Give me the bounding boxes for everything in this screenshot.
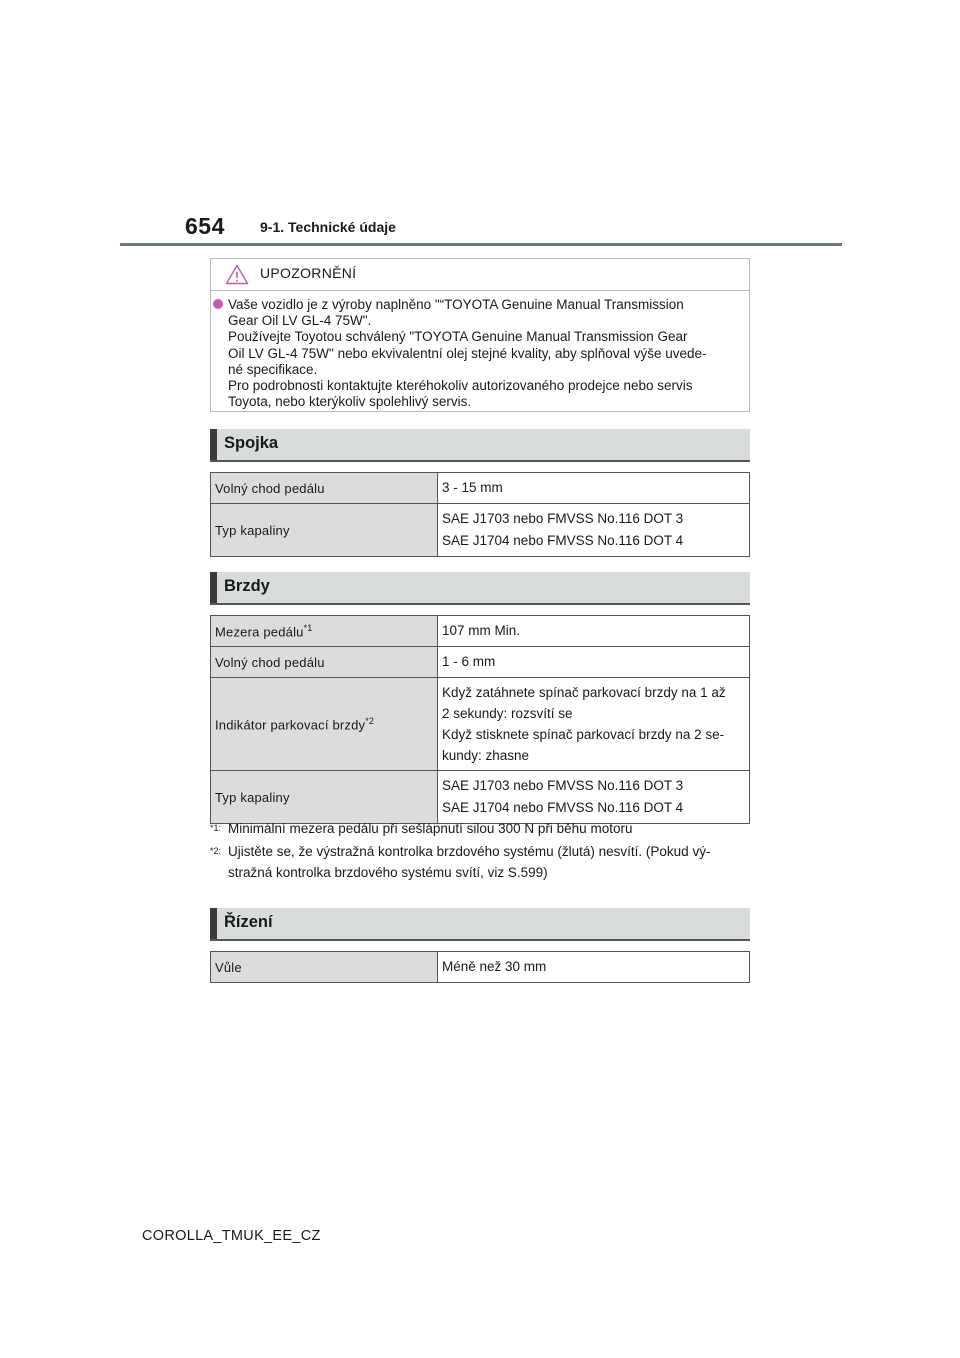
table-key: Volný chod pedálu (211, 473, 438, 504)
footnote-mark: *1: (210, 823, 222, 833)
footnote (210, 818, 750, 839)
table-row (211, 678, 750, 771)
warning-line: Vaše vozidlo je z výroby naplněno "“TOYOTA Genuine Manual Transmission (228, 297, 684, 312)
value-line: 1 - 6 mm (442, 654, 496, 669)
header-divider (120, 243, 842, 246)
heading-bar (210, 908, 217, 939)
warning-title: UPOZORNĚNÍ (260, 265, 357, 281)
footnote-text: Ujistěte se, že výstražná kontrolka brzdového systému (žlutá) nesvítí. (Pokud vý- (228, 844, 711, 859)
table-key (211, 616, 438, 647)
heading-bar (210, 572, 217, 603)
value-line: 107 mm Min. (442, 623, 521, 638)
section-heading-rizeni (210, 908, 750, 941)
warning-body (211, 291, 749, 410)
page-header (0, 0, 960, 250)
table-key: Typ kapaliny (211, 504, 438, 557)
value-line: SAE J1703 nebo FMVSS No.116 DOT 3 (442, 778, 684, 793)
page-number: 654 (185, 213, 225, 239)
table-row (211, 771, 750, 824)
table-row (211, 616, 750, 647)
section-title: 9-1. Technické údaje (260, 219, 396, 235)
footnote-ref: *1 (303, 622, 313, 633)
value-line: kundy: zhasne (442, 748, 530, 763)
value-line: SAE J1704 nebo FMVSS No.116 DOT 4 (442, 800, 684, 815)
footnotes (210, 818, 750, 883)
value-line: Když stisknete spínač parkovací brzdy na 2 se- (442, 727, 725, 742)
value-line: SAE J1703 nebo FMVSS No.116 DOT 3 (442, 511, 684, 526)
table-value (438, 647, 750, 678)
table-key: Vůle (211, 952, 438, 983)
table-value (438, 952, 750, 983)
warning-line: Používejte Toyotou schválený "TOYOTA Genuine Manual Transmission Gear (228, 329, 688, 345)
table-value (438, 771, 750, 824)
section-heading-brzdy (210, 572, 750, 605)
table-value (438, 616, 750, 647)
section-heading-spojka (210, 429, 750, 462)
table-value (438, 473, 750, 504)
warning-box (210, 258, 750, 412)
bullet-icon (213, 299, 223, 309)
key-label: Indikátor parkovací brzdy (215, 717, 366, 733)
footnote-text: Minimální mezera pedálu při sešlápnutí silou 300 N při běhu motoru (228, 821, 633, 836)
table-value (438, 504, 750, 557)
value-line: Méně než 30 mm (442, 959, 547, 974)
footnote-ref: *2 (365, 715, 375, 726)
table-key: Typ kapaliny (211, 771, 438, 824)
spec-table-rizeni (210, 951, 750, 983)
section-heading-text: Spojka (224, 434, 279, 452)
footnote-text: stražná kontrolka brzdového systému svítí, viz S.599) (228, 865, 548, 880)
footnote-mark: *2: (210, 846, 222, 856)
section-heading-text: Brzdy (224, 577, 270, 595)
warning-line: Gear Oil LV GL-4 75W". (228, 313, 372, 329)
spec-table-spojka (210, 472, 750, 557)
heading-bar (210, 429, 217, 460)
value-line: 3 - 15 mm (442, 480, 503, 495)
warning-header (211, 259, 749, 291)
table-row (211, 952, 750, 983)
warning-triangle-icon (225, 264, 249, 285)
table-key (211, 678, 438, 771)
section-heading-text: Řízení (224, 913, 273, 931)
value-line: Když zatáhnete spínač parkovací brzdy na 1 až (442, 685, 726, 700)
warning-line: Toyota, nebo kterýkoliv spolehlivý servis. (228, 394, 472, 410)
document-code: COROLLA_TMUK_EE_CZ (142, 1228, 321, 1244)
table-row (211, 647, 750, 678)
value-line: 2 sekundy: rozsvítí se (442, 706, 573, 721)
warning-line: né specifikace. (228, 361, 318, 377)
spec-table-brzdy (210, 615, 750, 824)
warning-line: Pro podrobnosti kontaktujte kteréhokoliv autorizovaného prodejce nebo servis (228, 378, 693, 394)
table-value (438, 678, 750, 771)
table-key: Volný chod pedálu (211, 647, 438, 678)
warning-line: Oil LV GL-4 75W" nebo ekvivalentní olej stejné kvality, aby splňoval výše uvede- (228, 345, 707, 361)
value-line: SAE J1704 nebo FMVSS No.116 DOT 4 (442, 533, 684, 548)
key-label: Mezera pedálu (215, 624, 304, 640)
footnote (210, 841, 750, 883)
table-row (211, 473, 750, 504)
table-row (211, 504, 750, 557)
